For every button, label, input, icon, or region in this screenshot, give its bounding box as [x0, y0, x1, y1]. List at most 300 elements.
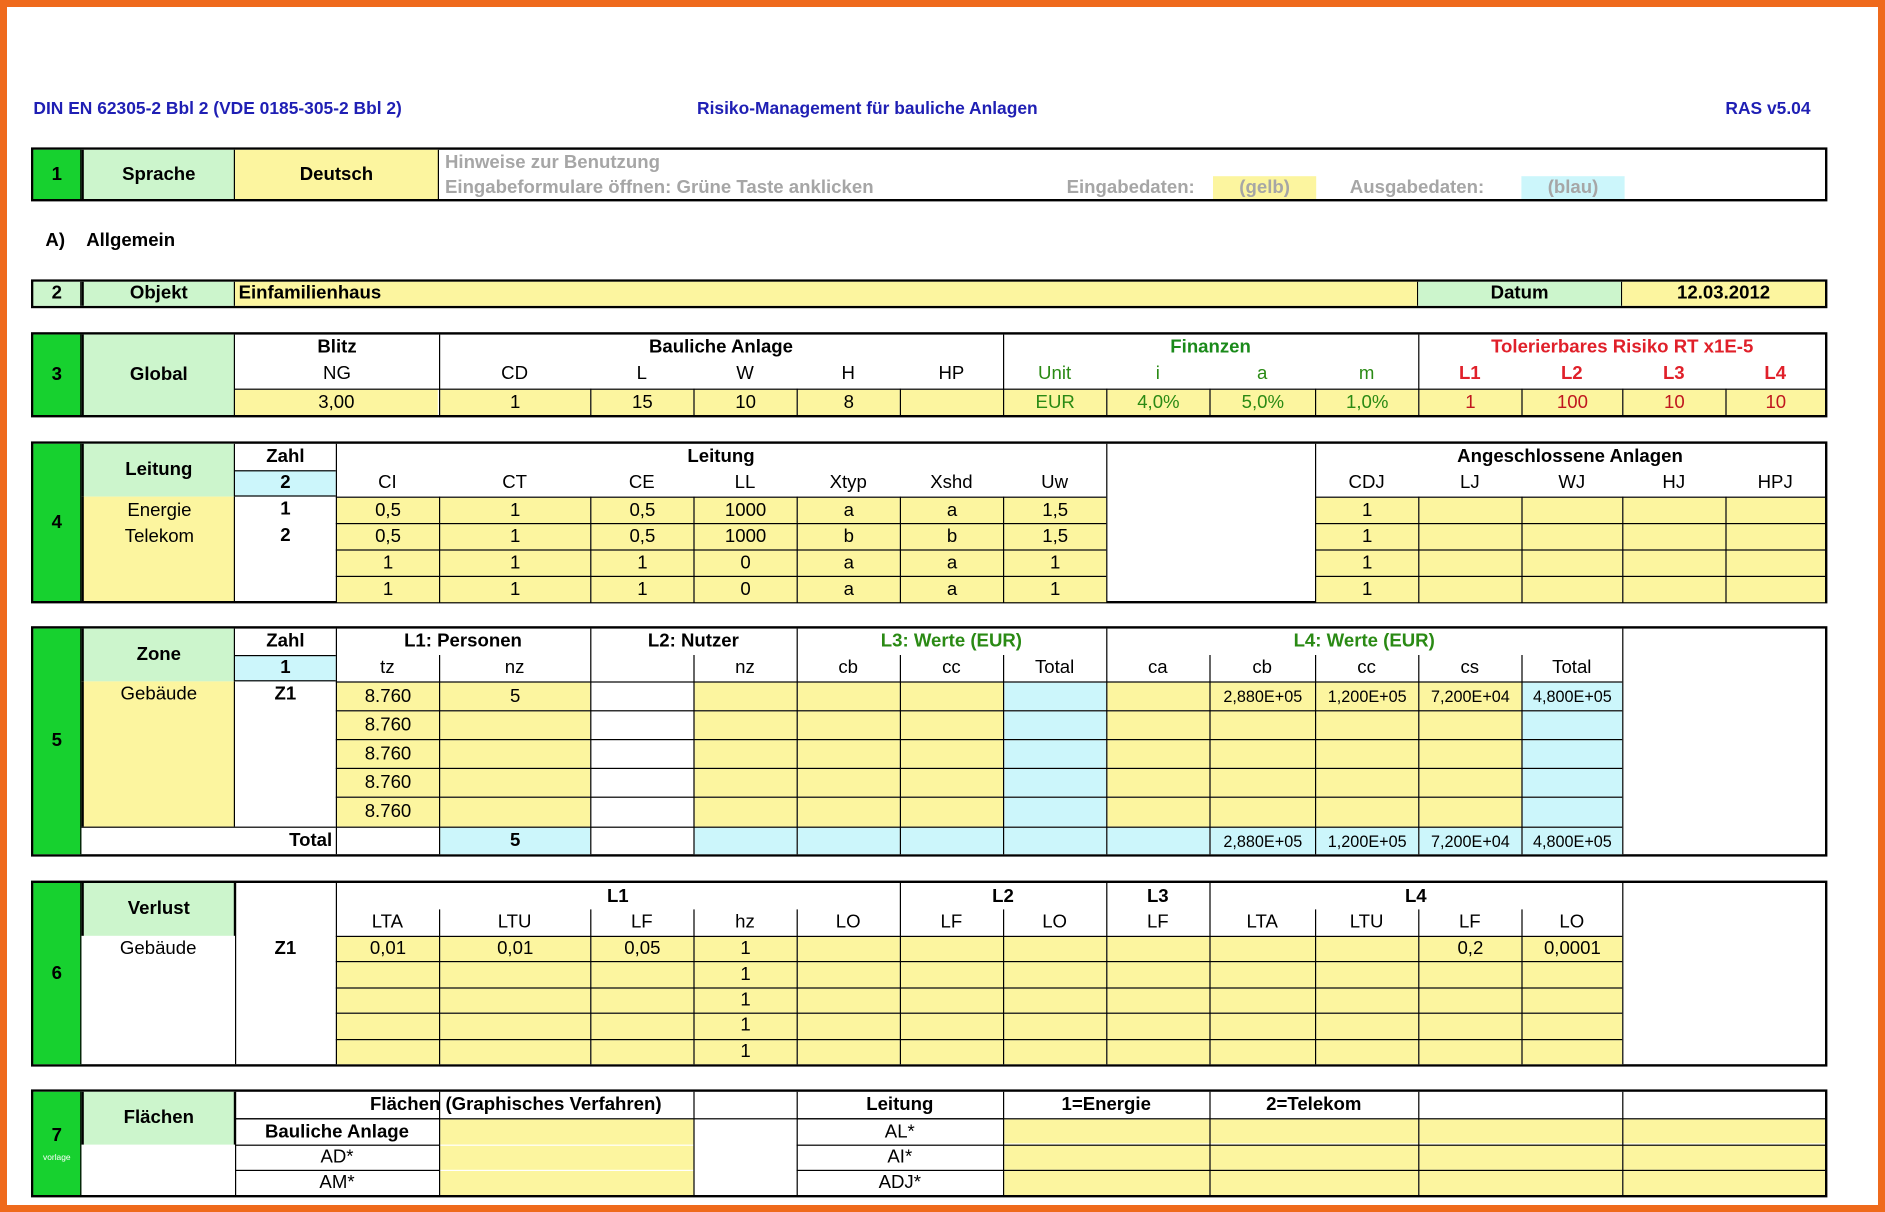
global-col-header-5: HP	[938, 363, 965, 384]
open-form-button-6[interactable]: 6	[33, 883, 81, 1064]
grid-line	[1622, 629, 1623, 855]
l2-nz-input-1[interactable]	[695, 711, 797, 739]
loss-input-r3-c5[interactable]	[901, 1014, 1003, 1038]
area-input-r2-c0[interactable]	[1004, 1171, 1209, 1195]
loss-input-r3-c9[interactable]	[1316, 1014, 1418, 1038]
global-col-header-11: L2	[1560, 363, 1583, 384]
zone-col-header-1: nz	[504, 657, 525, 678]
ad-input[interactable]	[440, 1146, 693, 1170]
loss-input-r3-c0[interactable]	[337, 1014, 439, 1038]
loss-input-r2-c5[interactable]	[901, 988, 1003, 1012]
conn-col-header-2: WJ	[1558, 472, 1586, 494]
line-param-r1-c5[interactable]: b	[901, 524, 1003, 549]
loss-input-r0-c4[interactable]	[798, 937, 900, 961]
l2-nz-input-3[interactable]	[695, 769, 797, 797]
output-legend-label: Ausgabedaten:	[1349, 177, 1485, 198]
global-input-0[interactable]: 3,00	[235, 390, 438, 415]
global-input-4[interactable]: 8	[798, 390, 900, 415]
grid-line	[1315, 389, 1316, 415]
loss-input-r1-c11[interactable]	[1523, 963, 1623, 987]
loss-input-r0-c9[interactable]	[1316, 937, 1418, 961]
grid-line	[1418, 335, 1419, 415]
grid-line	[1003, 335, 1004, 415]
line-param-r3-c1[interactable]: 1	[440, 577, 590, 602]
loss-input-r2-c3[interactable]: 1	[695, 988, 797, 1012]
loss-input-r3-c10[interactable]	[1419, 1014, 1521, 1038]
l4-input-r4-c1[interactable]	[1316, 798, 1418, 827]
line-param-r1-c4[interactable]: b	[798, 524, 900, 549]
grid-line	[1315, 909, 1316, 1064]
areas-line-header: Leitung	[866, 1094, 934, 1115]
l4-input-r2-c1[interactable]	[1316, 740, 1418, 768]
loss-input-r2-c1[interactable]	[440, 988, 590, 1012]
l4-ca-input-4[interactable]	[1107, 798, 1209, 827]
l3-total-output-3	[1004, 769, 1106, 797]
global-input-8[interactable]: 5,0%	[1211, 390, 1315, 415]
l4-ca-input-2[interactable]	[1107, 740, 1209, 768]
l2-nz-input-2[interactable]	[695, 740, 797, 768]
l3-values-header: L3: Werte (EUR)	[880, 631, 1023, 652]
conn-param-r0-c2[interactable]	[1523, 498, 1623, 523]
l4-input-r2-c2[interactable]	[1419, 740, 1521, 768]
grid-line	[693, 909, 694, 1064]
grid-line	[1003, 1145, 1825, 1146]
line-label: Leitung	[81, 444, 235, 497]
global-input-6[interactable]: EUR	[1004, 390, 1106, 415]
section-verlust	[31, 881, 1827, 1067]
zone-count-input[interactable]: 1	[235, 655, 336, 681]
global-col-header-0: NG	[323, 363, 351, 384]
conn-param-r2-c0[interactable]: 1	[1316, 551, 1418, 576]
loss-input-r1-c4[interactable]	[798, 963, 900, 987]
line-param-r1-c2[interactable]: 0,5	[591, 524, 693, 549]
loss-input-r1-c8[interactable]	[1211, 963, 1315, 987]
loss-input-r4-c10[interactable]	[1419, 1040, 1521, 1064]
l4-input-r0-c1[interactable]: 1,200E+05	[1316, 683, 1418, 711]
conn-param-r0-c0[interactable]: 1	[1316, 498, 1418, 523]
conn-param-r3-c2[interactable]	[1523, 577, 1623, 602]
loss-input-r2-c4[interactable]	[798, 988, 900, 1012]
conn-param-r2-c2[interactable]	[1523, 551, 1623, 576]
language-select[interactable]: Deutsch	[235, 150, 439, 199]
line-param-r1-c1[interactable]: 1	[440, 524, 590, 549]
conn-param-r0-c3[interactable]	[1623, 498, 1725, 523]
section-title: Allgemein	[86, 230, 176, 251]
grid-line	[1521, 497, 1522, 601]
open-form-button-2[interactable]: 2	[33, 282, 81, 306]
total-nz-output: 5	[440, 828, 590, 854]
line-param-r3-c5[interactable]: a	[901, 577, 1003, 602]
l4-input-r4-c2[interactable]	[1419, 798, 1521, 827]
l4-input-r2-c0[interactable]	[1211, 740, 1315, 768]
l3-cb-input-3[interactable]	[798, 769, 900, 797]
grid-line	[439, 1092, 440, 1195]
line-param-r1-c3[interactable]: 1000	[695, 524, 797, 549]
grid-line	[1521, 909, 1522, 1064]
loss-input-r0-c5[interactable]	[901, 937, 1003, 961]
loss-col-header-11: LO	[1559, 911, 1585, 933]
loss-input-r4-c0[interactable]	[337, 1040, 439, 1064]
line-param-r2-c3[interactable]: 0	[695, 551, 797, 576]
loss-input-r0-c6[interactable]	[1004, 937, 1106, 961]
nz-input-0[interactable]: 5	[440, 683, 590, 711]
line-param-r2-c1[interactable]: 1	[440, 551, 590, 576]
loss-col-header-5: LF	[940, 911, 963, 933]
grid-line	[1622, 497, 1623, 601]
global-input-2[interactable]: 15	[591, 390, 693, 415]
global-input-1[interactable]: 1	[440, 390, 590, 415]
areas-label: Flächen	[81, 1092, 235, 1145]
grid-line	[1106, 629, 1107, 855]
line-param-r2-c2[interactable]: 1	[591, 551, 693, 576]
grid-line	[1106, 389, 1107, 415]
loss-input-r3-c7[interactable]	[1107, 1014, 1209, 1038]
global-input-13[interactable]: 10	[1727, 390, 1825, 415]
l3-cb-input-4[interactable]	[798, 798, 900, 827]
section-flaechen	[31, 1089, 1827, 1197]
section-objekt	[31, 279, 1827, 308]
global-label: Global	[81, 335, 235, 415]
grid-line	[1521, 389, 1522, 415]
input-legend-swatch: (gelb)	[1213, 176, 1316, 199]
total-l4-output-2: 7,200E+04	[1419, 828, 1521, 854]
grid-line	[797, 1092, 798, 1195]
line-param-r0-c4[interactable]: a	[798, 498, 900, 523]
loss-input-r3-c11[interactable]	[1523, 1014, 1623, 1038]
l4-ca-input-3[interactable]	[1107, 769, 1209, 797]
l4-input-r3-c2[interactable]	[1419, 769, 1521, 797]
loss-input-r0-c7[interactable]	[1107, 937, 1209, 961]
loss-input-r2-c0[interactable]	[337, 988, 439, 1012]
conn-param-r3-c1[interactable]	[1419, 577, 1521, 602]
conn-param-r2-c3[interactable]	[1623, 551, 1725, 576]
l4-total-output-0: 4,800E+05	[1523, 683, 1623, 711]
open-form-button-4[interactable]: 4	[33, 444, 81, 601]
conn-param-r2-c1[interactable]	[1419, 551, 1521, 576]
l4-input-r1-c2[interactable]	[1419, 711, 1521, 739]
loss-input-r0-c11[interactable]: 0,0001	[1523, 937, 1623, 961]
grid-line	[336, 797, 1622, 798]
l3-cc-input-4[interactable]	[901, 798, 1003, 827]
loss-input-r2-c6[interactable]	[1004, 988, 1106, 1012]
loss-input-r4-c1[interactable]	[440, 1040, 590, 1064]
loss-input-r2-c2[interactable]	[591, 988, 693, 1012]
loss-input-r4-c7[interactable]	[1107, 1040, 1209, 1064]
loss-input-r2-c7[interactable]	[1107, 988, 1209, 1012]
loss-input-r0-c3[interactable]: 1	[695, 937, 797, 961]
object-name-input[interactable]: Einfamilienhaus	[235, 282, 1418, 306]
l3-cc-input-1[interactable]	[901, 711, 1003, 739]
global-input-3[interactable]: 10	[695, 390, 797, 415]
line-param-r2-c0[interactable]: 1	[337, 551, 439, 576]
line-param-r3-c2[interactable]: 1	[591, 577, 693, 602]
area-input-r1-c3[interactable]	[1623, 1145, 1825, 1169]
section-zone	[31, 626, 1827, 856]
area-input-r1-c0[interactable]	[1004, 1145, 1209, 1169]
grid-line	[1003, 497, 1004, 601]
loss-input-r1-c5[interactable]	[901, 963, 1003, 987]
l4-input-r3-c1[interactable]	[1316, 769, 1418, 797]
area-input-r2-c2[interactable]	[1419, 1171, 1622, 1195]
line-param-r1-c6[interactable]: 1,5	[1004, 524, 1106, 549]
loss-input-r4-c8[interactable]	[1211, 1040, 1315, 1064]
l3-cc-input-2[interactable]	[901, 740, 1003, 768]
loss-col-header-9: LTU	[1349, 911, 1384, 933]
nz-input-4[interactable]	[440, 798, 590, 827]
area-input-r0-c2[interactable]	[1419, 1119, 1622, 1143]
l4-input-r0-c0[interactable]: 2,880E+05	[1211, 683, 1315, 711]
area-input-r0-c1[interactable]	[1211, 1119, 1419, 1143]
global-input-12[interactable]: 10	[1623, 390, 1725, 415]
grid-line	[1315, 497, 1825, 498]
line-param-r0-c0[interactable]: 0,5	[337, 498, 439, 523]
grid-line	[693, 1092, 694, 1195]
tz-input-0[interactable]: 8.760	[337, 683, 439, 711]
l3-cc-input-0[interactable]	[901, 683, 1003, 711]
l3-cc-input-3[interactable]	[901, 769, 1003, 797]
language-label: Sprache	[81, 150, 235, 199]
l4-input-r4-c0[interactable]	[1211, 798, 1315, 827]
loss-input-r1-c9[interactable]	[1316, 963, 1418, 987]
section-leitung	[31, 441, 1827, 603]
loss-input-r3-c2[interactable]	[591, 1014, 693, 1038]
line-param-r2-c4[interactable]: a	[798, 551, 900, 576]
zone-label: Zone	[81, 629, 235, 682]
loss-input-r4-c4[interactable]	[798, 1040, 900, 1064]
grid-line	[590, 629, 591, 855]
date-label: Datum	[1418, 282, 1622, 306]
line-param-r3-c4[interactable]: a	[798, 577, 900, 602]
loss-input-r1-c1[interactable]	[440, 963, 590, 987]
l4-ca-input-1[interactable]	[1107, 711, 1209, 739]
area-input-r0-c3[interactable]	[1623, 1119, 1825, 1143]
global-col-header-8: a	[1257, 363, 1268, 384]
grid-line	[439, 909, 440, 1064]
grid-line	[336, 629, 337, 855]
loss-l3-header: L3	[1146, 886, 1169, 907]
conn-param-r0-c1[interactable]	[1419, 498, 1521, 523]
grid-line	[336, 576, 1106, 577]
grid-line	[1209, 883, 1210, 1064]
l3-cb-input-0[interactable]	[798, 683, 900, 711]
grid-line	[235, 1118, 1825, 1119]
loss-input-r3-c3[interactable]: 1	[695, 1014, 797, 1038]
area-input-r2-c3[interactable]	[1623, 1171, 1825, 1195]
line-param-r3-c0[interactable]: 1	[337, 577, 439, 602]
open-form-button-7[interactable]	[33, 1092, 81, 1195]
l4-input-r1-c0[interactable]	[1211, 711, 1315, 739]
global-input-9[interactable]: 1,0%	[1316, 390, 1418, 415]
grid-line	[336, 497, 1106, 498]
grid-line	[336, 523, 1106, 524]
total-l2-output	[695, 828, 797, 854]
conn-param-r1-c1[interactable]	[1419, 524, 1521, 549]
grid-line	[1622, 1092, 1623, 1195]
line-count-input[interactable]: 2	[235, 470, 336, 496]
line-param-r1-c0[interactable]: 0,5	[337, 524, 439, 549]
grid-line	[590, 909, 591, 1064]
building-group-header: Bauliche Anlage	[648, 337, 794, 358]
total-l3-cb-output	[798, 828, 900, 854]
line-param-r0-c6[interactable]: 1,5	[1004, 498, 1106, 523]
grid-line	[1725, 389, 1726, 415]
loss-input-r0-c0[interactable]: 0,01	[337, 937, 439, 961]
line-param-r2-c5[interactable]: a	[901, 551, 1003, 576]
loss-input-r0-c8[interactable]	[1211, 937, 1315, 961]
section-global	[31, 332, 1827, 417]
tz-input-4[interactable]: 8.760	[337, 798, 439, 827]
area-input-r1-c1[interactable]	[1211, 1145, 1419, 1169]
conn-param-r0-c4[interactable]	[1727, 498, 1825, 523]
l4-input-r1-c1[interactable]	[1316, 711, 1418, 739]
loss-input-r2-c8[interactable]	[1211, 988, 1315, 1012]
global-input-7[interactable]: 4,0%	[1107, 390, 1209, 415]
building-area-input[interactable]	[440, 1119, 693, 1144]
connected-group-header: Angeschlossene Anlagen	[1457, 446, 1683, 467]
global-input-5[interactable]	[901, 390, 1003, 415]
section-7-number: 7	[51, 1124, 62, 1146]
global-input-10[interactable]: 1	[1419, 390, 1521, 415]
grid-line	[900, 497, 901, 601]
grid-line	[1209, 1092, 1210, 1195]
loss-input-r0-c1[interactable]: 0,01	[440, 937, 590, 961]
grid-line	[1315, 576, 1825, 577]
global-col-header-3: W	[736, 363, 754, 384]
global-col-header-2: L	[636, 363, 647, 384]
conn-param-r1-c3[interactable]	[1623, 524, 1725, 549]
nz-input-3[interactable]	[440, 769, 590, 797]
l4-ca-input-0[interactable]	[1107, 683, 1209, 711]
loss-col-header-7: LF	[1146, 911, 1169, 933]
loss-input-r4-c9[interactable]	[1316, 1040, 1418, 1064]
loss-input-r4-c2[interactable]	[591, 1040, 693, 1064]
grid-line	[1003, 1170, 1825, 1171]
loss-input-r1-c0[interactable]	[337, 963, 439, 987]
loss-input-r3-c8[interactable]	[1211, 1014, 1315, 1038]
loss-input-r3-c6[interactable]	[1004, 1014, 1106, 1038]
area-input-r1-c2[interactable]	[1419, 1145, 1622, 1169]
tz-input-1[interactable]: 8.760	[337, 711, 439, 739]
grid-line	[336, 883, 337, 1064]
line-param-r3-c6[interactable]: 1	[1004, 577, 1106, 602]
loss-input-r0-c2[interactable]: 0,05	[591, 937, 693, 961]
grid-line	[693, 389, 694, 415]
global-col-header-10: L1	[1458, 363, 1481, 384]
line-param-r0-c2[interactable]: 0,5	[591, 498, 693, 523]
conn-param-r1-c0[interactable]: 1	[1316, 524, 1418, 549]
loss-col-header-10: LF	[1458, 911, 1481, 933]
date-input[interactable]: 12.03.2012	[1622, 282, 1825, 306]
l3-cb-input-2[interactable]	[798, 740, 900, 768]
nz-input-2[interactable]	[440, 740, 590, 768]
loss-input-r0-c10[interactable]: 0,2	[1419, 937, 1521, 961]
area-input-r2-c1[interactable]	[1211, 1171, 1419, 1195]
grid-line	[235, 389, 1825, 390]
loss-input-r1-c3[interactable]: 1	[695, 963, 797, 987]
total-l3-cc-output	[901, 828, 1003, 854]
total-l4-output-3: 4,800E+05	[1523, 828, 1623, 854]
conn-param-r3-c4[interactable]	[1727, 577, 1825, 602]
tz-input-2[interactable]: 8.760	[337, 740, 439, 768]
loss-input-r4-c11[interactable]	[1523, 1040, 1623, 1064]
grid-line	[1521, 655, 1522, 854]
loss-input-r2-c10[interactable]	[1419, 988, 1521, 1012]
loss-col-header-4: LO	[835, 911, 861, 933]
l4-total-output-1	[1523, 711, 1623, 739]
loss-input-r1-c7[interactable]	[1107, 963, 1209, 987]
loss-col-header-3: hz	[735, 911, 755, 933]
open-form-button-5[interactable]: 5	[33, 629, 81, 855]
loss-input-r4-c3[interactable]: 1	[695, 1040, 797, 1064]
area-input-r0-c0[interactable]	[1004, 1119, 1209, 1143]
grid-line	[1315, 523, 1825, 524]
total-l4-ca-output	[1107, 828, 1209, 854]
l4-input-r3-c0[interactable]	[1211, 769, 1315, 797]
loss-input-r3-c1[interactable]	[440, 1014, 590, 1038]
conn-param-r2-c4[interactable]	[1727, 551, 1825, 576]
loss-input-r4-c5[interactable]	[901, 1040, 1003, 1064]
conn-param-r3-c3[interactable]	[1623, 577, 1725, 602]
loss-input-r3-c4[interactable]	[798, 1014, 900, 1038]
l4-input-r0-c2[interactable]: 7,200E+04	[1419, 683, 1521, 711]
l4-total-output-3	[1523, 769, 1623, 797]
line-param-r0-c3[interactable]: 1000	[695, 498, 797, 523]
building-areas-label: Bauliche Anlage	[235, 1118, 439, 1144]
norm-title: DIN EN 62305-2 Bbl 2 (VDE 0185-305-2 Bbl 2)	[33, 99, 402, 119]
output-legend-swatch: (blau)	[1521, 176, 1624, 199]
global-input-11[interactable]: 100	[1523, 390, 1623, 415]
adj-label: ADJ*	[797, 1170, 1003, 1195]
l3-total-output-0	[1004, 683, 1106, 711]
loss-input-r4-c6[interactable]	[1004, 1040, 1106, 1064]
line-param-r0-c1[interactable]: 1	[440, 498, 590, 523]
line-col-header-2: CE	[628, 472, 655, 494]
l4-values-header: L4: Werte (EUR)	[1293, 631, 1435, 652]
conn-col-header-3: HJ	[1662, 472, 1686, 494]
am-input[interactable]	[440, 1171, 693, 1195]
loss-input-r1-c6[interactable]	[1004, 963, 1106, 987]
loss-input-r1-c2[interactable]	[591, 963, 693, 987]
section-sprache	[31, 147, 1827, 201]
line-col-header-0: CI	[378, 472, 397, 494]
tz-input-3[interactable]: 8.760	[337, 769, 439, 797]
line-param-r3-c3[interactable]: 0	[695, 577, 797, 602]
grid-line	[336, 1013, 1622, 1014]
conn-param-r1-c2[interactable]	[1523, 524, 1623, 549]
zone-col-header-8: cc	[1357, 657, 1376, 678]
zone-col-header-6: ca	[1147, 657, 1168, 678]
loss-input-r2-c11[interactable]	[1523, 988, 1623, 1012]
grid-line	[336, 1039, 1622, 1040]
count-label: Zahl	[266, 446, 305, 467]
conn-param-r1-c4[interactable]	[1727, 524, 1825, 549]
al-label: AL*	[797, 1118, 1003, 1144]
l2-nz-input-0[interactable]	[695, 683, 797, 711]
line-param-r2-c6[interactable]: 1	[1004, 551, 1106, 576]
open-form-button-1[interactable]: 1	[33, 150, 81, 199]
l2-nz-input-4[interactable]	[695, 798, 797, 827]
nz-input-1[interactable]	[440, 711, 590, 739]
loss-input-r1-c10[interactable]	[1419, 963, 1521, 987]
line-param-r0-c5[interactable]: a	[901, 498, 1003, 523]
open-form-button-3[interactable]: 3	[33, 335, 81, 415]
l3-cb-input-1[interactable]	[798, 711, 900, 739]
conn-param-r3-c0[interactable]: 1	[1316, 577, 1418, 602]
total-l4-output-0: 2,880E+05	[1211, 828, 1315, 854]
grid-line	[235, 1092, 236, 1195]
loss-input-r2-c9[interactable]	[1316, 988, 1418, 1012]
l3-total-output-2	[1004, 740, 1106, 768]
